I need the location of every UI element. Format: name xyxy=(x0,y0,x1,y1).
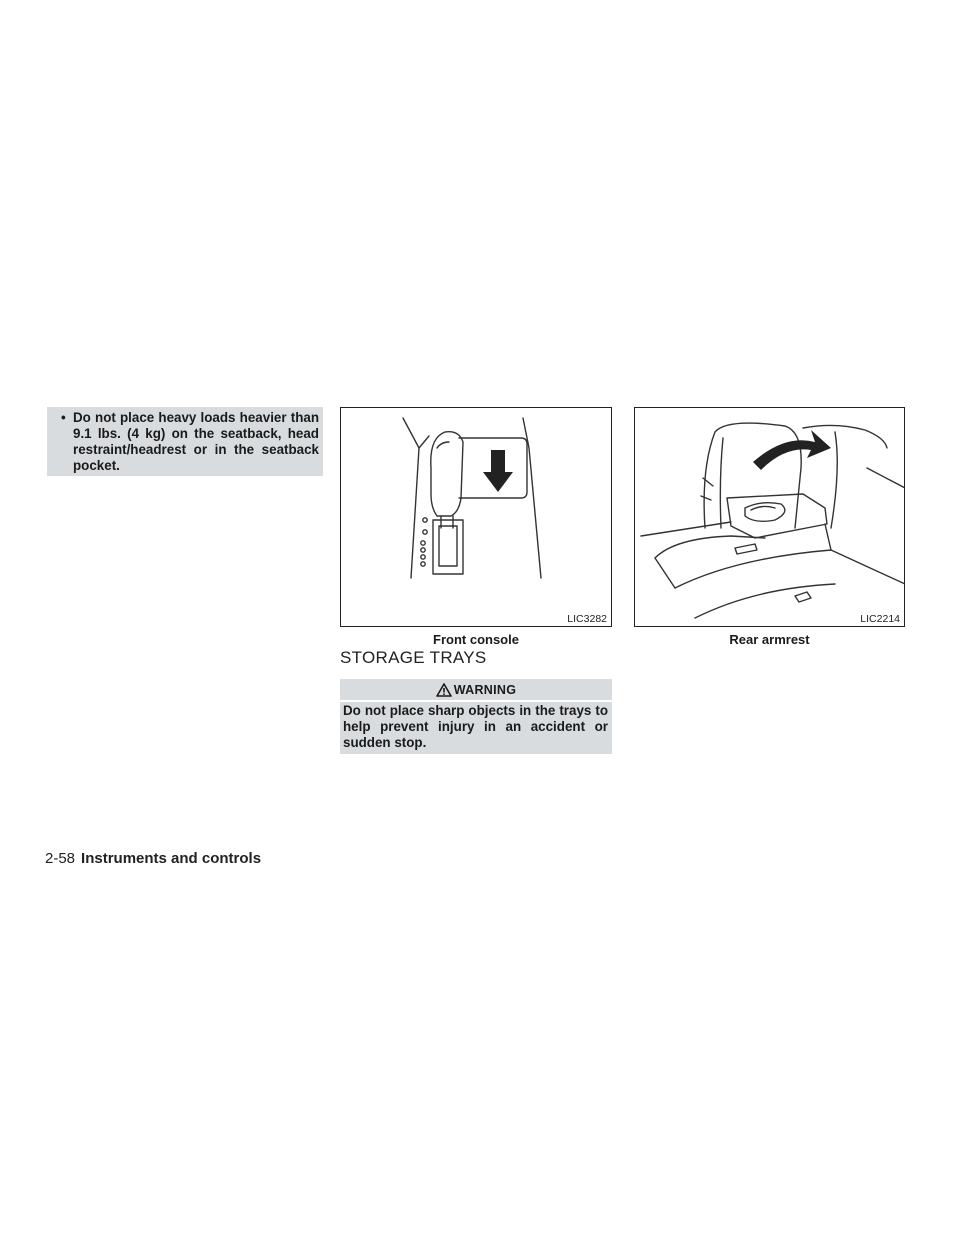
warning-label: WARNING xyxy=(453,682,517,697)
front-console-figure xyxy=(340,407,612,627)
figure-code: LIC3282 xyxy=(567,613,607,625)
front-console-illustration xyxy=(341,408,612,627)
warning-triangle-icon xyxy=(436,683,452,697)
rear-armrest-figure xyxy=(634,407,905,627)
section-title: STORAGE TRAYS xyxy=(340,648,487,667)
note-text: Do not place heavy loads heavier than 9.1 lbs. (4 kg) on the seatback, head restraint/headrest or in the seatback pocket. xyxy=(73,410,319,473)
figure-code: LIC2214 xyxy=(860,613,900,625)
footer-section-name: Instruments and controls xyxy=(81,850,262,867)
page-number: 2-58 xyxy=(45,850,76,867)
note-list-item xyxy=(61,410,319,474)
page-footer xyxy=(45,850,261,867)
warning-text: Do not place sharp objects in the trays to help prevent injury in an accident or sudden stop. xyxy=(340,702,612,754)
caution-note xyxy=(47,407,323,476)
rear-armrest-caption: Rear armrest xyxy=(729,632,810,647)
front-console-caption: Front console xyxy=(433,632,519,647)
rear-armrest-illustration xyxy=(635,408,905,627)
note-bullet: • xyxy=(61,410,66,425)
warning-header xyxy=(340,679,612,700)
